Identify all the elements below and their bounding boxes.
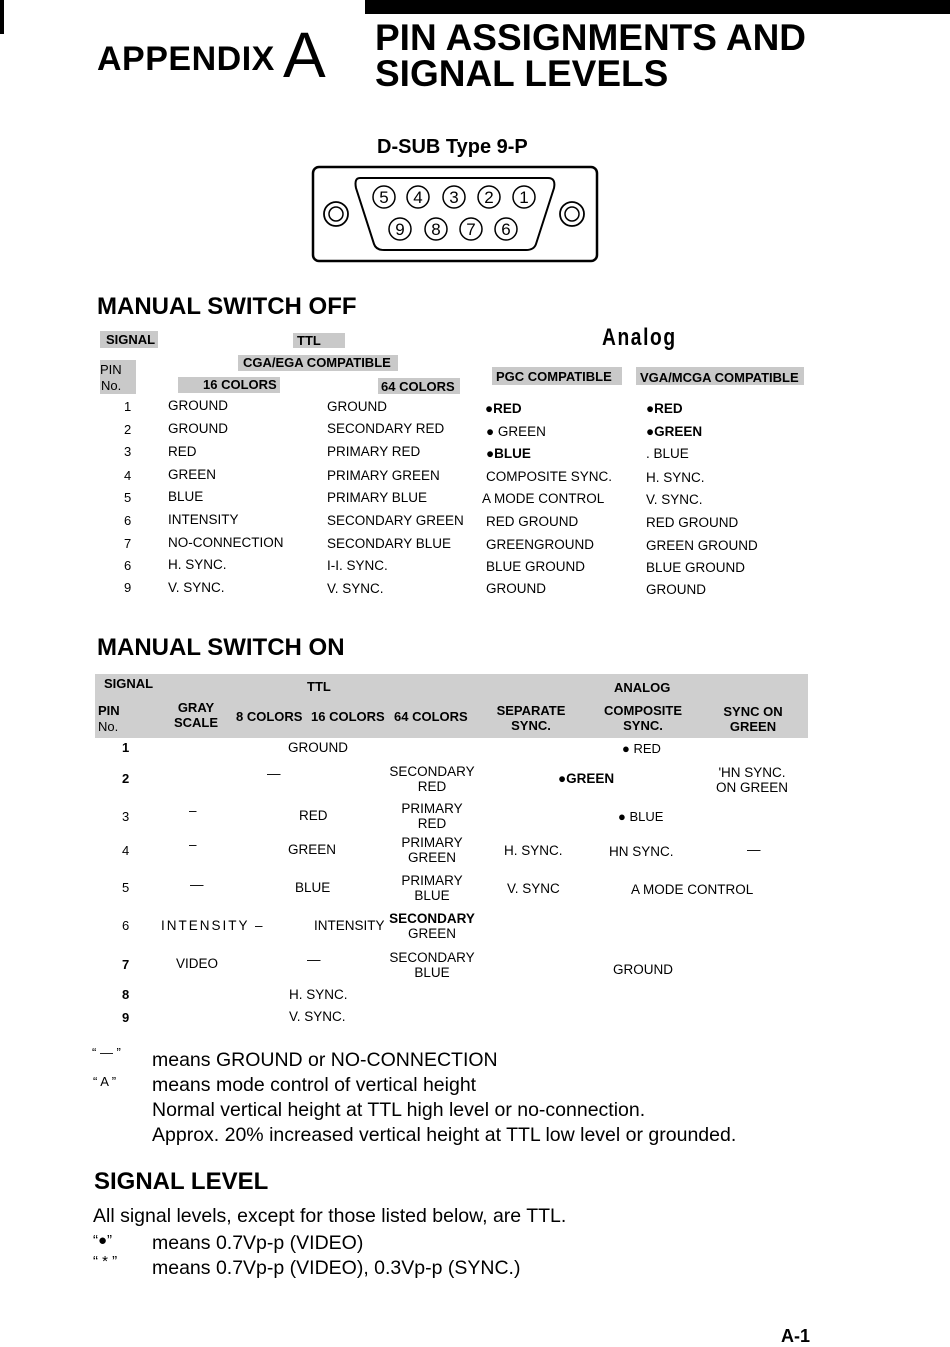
top-rule [365, 0, 950, 14]
pin-number: 1 [122, 740, 130, 755]
connector-title: D-SUB Type 9-P [377, 136, 528, 158]
pin-label: 8 [431, 220, 441, 239]
hdr-separate-sync: SEPARATE SYNC. [496, 703, 566, 733]
page-number: A-1 [780, 1326, 810, 1346]
hdr-ttl: TTL [307, 679, 331, 694]
hdr-no: No. [98, 719, 119, 734]
hdr-analog: Analog [602, 324, 677, 351]
pin-number: 7 [122, 957, 130, 972]
pin-label: 6 [501, 220, 511, 239]
hdr-analog: ANALOG [614, 680, 671, 695]
pin-label: 4 [413, 188, 423, 207]
note-mark: “ — ” [92, 1045, 121, 1060]
hdr-cga: CGA/EGA COMPATIBLE [243, 355, 391, 370]
pin-label: 5 [379, 188, 389, 207]
hdr-pgc: PGC COMPATIBLE [496, 369, 612, 384]
hdr-composite-sync: COMPOSITE SYNC. [603, 703, 682, 733]
appendix-label: APPENDIX [97, 40, 275, 78]
appendix-letter: A [283, 19, 326, 91]
hdr-pin: PIN [100, 362, 122, 377]
pin-number: 6 [122, 918, 130, 933]
hdr-no: No. [101, 378, 122, 393]
pin-label: 2 [484, 188, 494, 207]
pin-label: 9 [395, 220, 405, 239]
hdr-8-colors: 8 COLORS [236, 709, 303, 724]
switch-on-heading: MANUAL SWITCH ON [97, 634, 345, 661]
title-line-2: SIGNAL LEVELS [375, 53, 669, 94]
screw-hole-left [324, 202, 348, 226]
hdr-sync-on-green: SYNC ON GREEN [723, 704, 783, 734]
hdr-signal: SIGNAL [106, 332, 156, 347]
signal-level-heading: SIGNAL LEVEL [94, 1168, 269, 1195]
hdr-16-colors: 16 COLORS [311, 709, 385, 724]
hdr-gray-scale: GRAY SCALE [173, 700, 219, 730]
hdr-64-colors: 64 COLORS [394, 709, 468, 724]
signal-level-intro: All signal levels, except for those listed below, are TTL. [93, 1205, 567, 1227]
pin-label: 3 [449, 188, 459, 207]
pin-label: 1 [519, 188, 529, 207]
hdr-ttl: TTL [297, 333, 321, 348]
pin-number: 2 [122, 771, 130, 786]
screw-hole-right [560, 202, 584, 226]
pin-label: 7 [466, 220, 476, 239]
hdr-vga: VGA/MCGA COMPATIBLE [640, 370, 799, 385]
page-title [375, 17, 807, 94]
level-mark: “●” [93, 1232, 113, 1249]
title-line-1: PIN ASSIGNMENTS AND [375, 17, 807, 58]
hdr-signal: SIGNAL [104, 676, 154, 691]
switch-off-heading: MANUAL SWITCH OFF [97, 293, 357, 320]
hdr-64-colors: 64 COLORS [381, 379, 455, 394]
level-mark: “ * ” [93, 1253, 118, 1270]
margin-mark [0, 0, 4, 34]
pin-number: 5 [122, 880, 130, 895]
pin-number: 3 [122, 809, 130, 824]
hdr-pin: PIN [98, 703, 120, 718]
dsub-connector-diagram [310, 162, 600, 266]
pin-number: 4 [122, 843, 130, 858]
hdr-16-colors: 16 COLORS [203, 377, 277, 392]
note-mark: “ A ” [93, 1074, 117, 1089]
pin-number: 8 [122, 987, 130, 1002]
pin-number: 9 [122, 1010, 130, 1025]
